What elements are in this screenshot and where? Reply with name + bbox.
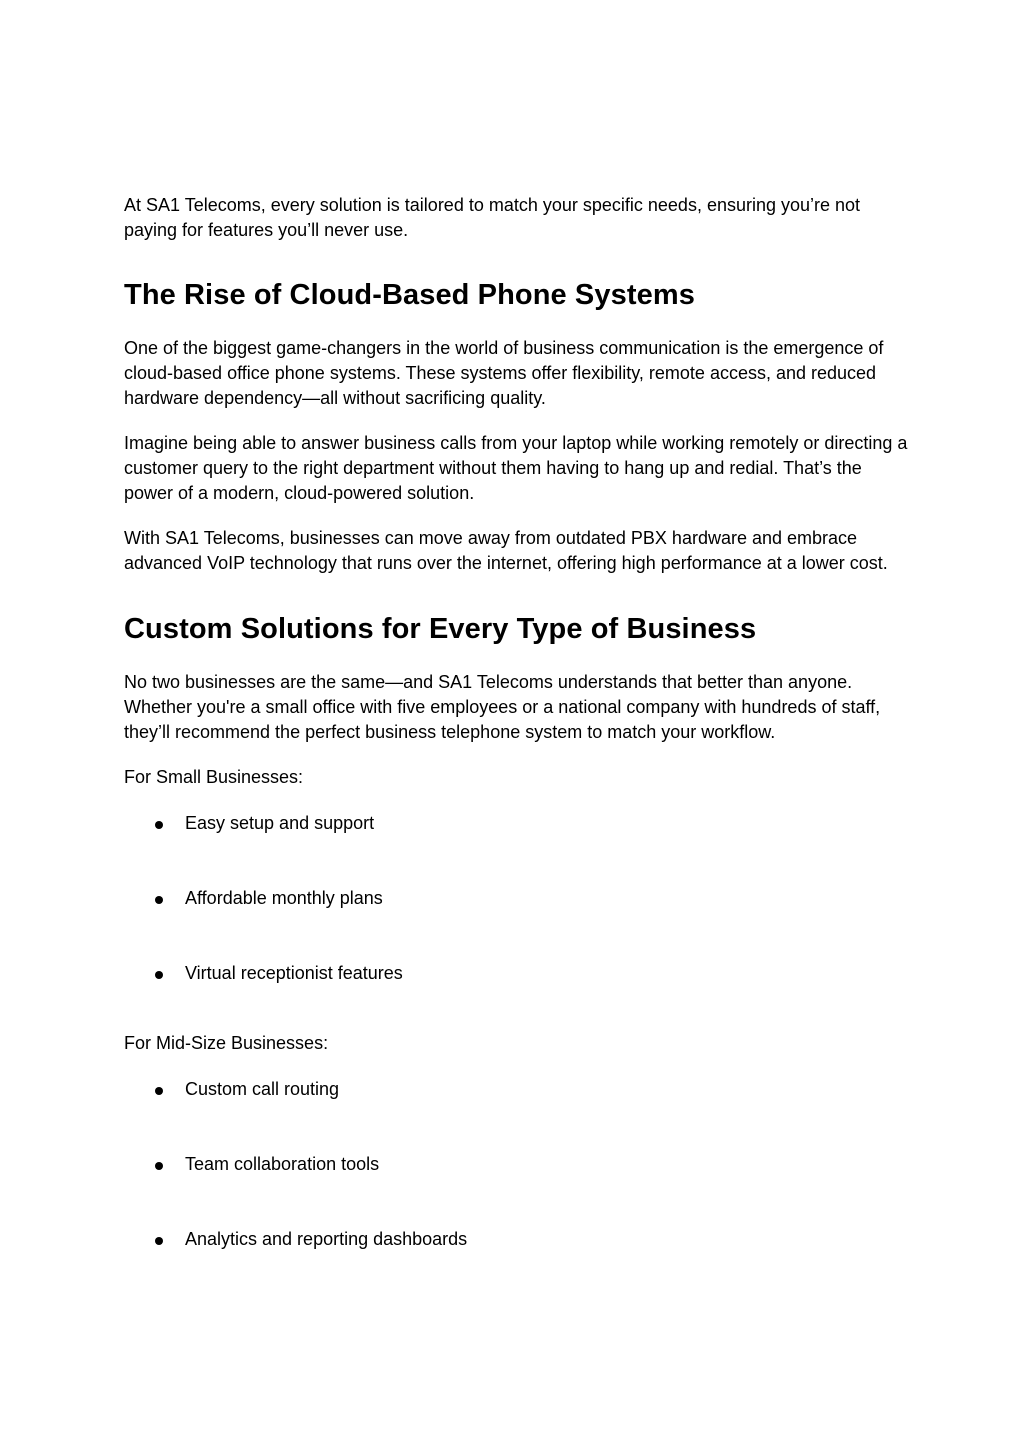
cloud-paragraph-1: One of the biggest game-changers in the world of business communication is the emergence of cloud-based office phone systems. These systems offer flexibility, remote access, and reduced hardware dependency—all without sacrificing quality. xyxy=(124,338,884,408)
list-item xyxy=(124,886,914,911)
small-business-label: For Small Businesses: xyxy=(124,767,304,787)
list-item xyxy=(124,1227,914,1252)
small-business-list xyxy=(124,811,914,986)
list-item-text: Virtual receptionist features xyxy=(185,963,403,983)
list-item xyxy=(124,811,914,836)
list-item xyxy=(124,1152,914,1177)
list-item-text: Easy setup and support xyxy=(185,813,375,833)
list-item-text: Team collaboration tools xyxy=(185,1154,380,1174)
heading-cloud-based-phone-systems: The Rise of Cloud-Based Phone Systems xyxy=(124,279,695,311)
list-item-text: Analytics and reporting dashboards xyxy=(185,1229,468,1249)
list-item xyxy=(124,961,914,986)
bullet-icon xyxy=(155,971,163,979)
bullet-icon xyxy=(155,821,163,829)
bullet-icon xyxy=(155,1162,163,1170)
bullet-icon xyxy=(155,896,163,904)
bullet-icon xyxy=(155,1087,163,1095)
cloud-paragraph-2: Imagine being able to answer business calls from your laptop while working remotely or directing a customer query to the right department without them having to hang up and redial. That’s the power of a modern, cloud-powered solution. xyxy=(124,433,908,503)
bullet-icon xyxy=(155,1237,163,1245)
list-item-text: Affordable monthly plans xyxy=(185,888,383,908)
cloud-paragraph-3: With SA1 Telecoms, businesses can move away from outdated PBX hardware and embrace advanced VoIP technology that runs over the internet, offering high performance at a lower cost. xyxy=(124,528,888,573)
custom-paragraph: No two businesses are the same—and SA1 Telecoms understands that better than anyone. Whether you're a small office with five employees or a national company with hundreds of staff, they’ll recommend the perfect business telephone system to match your workflow. xyxy=(124,672,881,742)
list-item xyxy=(124,1077,914,1102)
intro-paragraph: At SA1 Telecoms, every solution is tailored to match your specific needs, ensuring you’re not paying for features you’ll never use. xyxy=(124,195,861,240)
document-page xyxy=(124,193,914,1252)
list-item-text: Custom call routing xyxy=(185,1079,340,1099)
mid-business-list xyxy=(124,1077,914,1252)
mid-business-label: For Mid-Size Businesses: xyxy=(124,1033,329,1053)
heading-custom-solutions: Custom Solutions for Every Type of Business xyxy=(124,613,757,645)
